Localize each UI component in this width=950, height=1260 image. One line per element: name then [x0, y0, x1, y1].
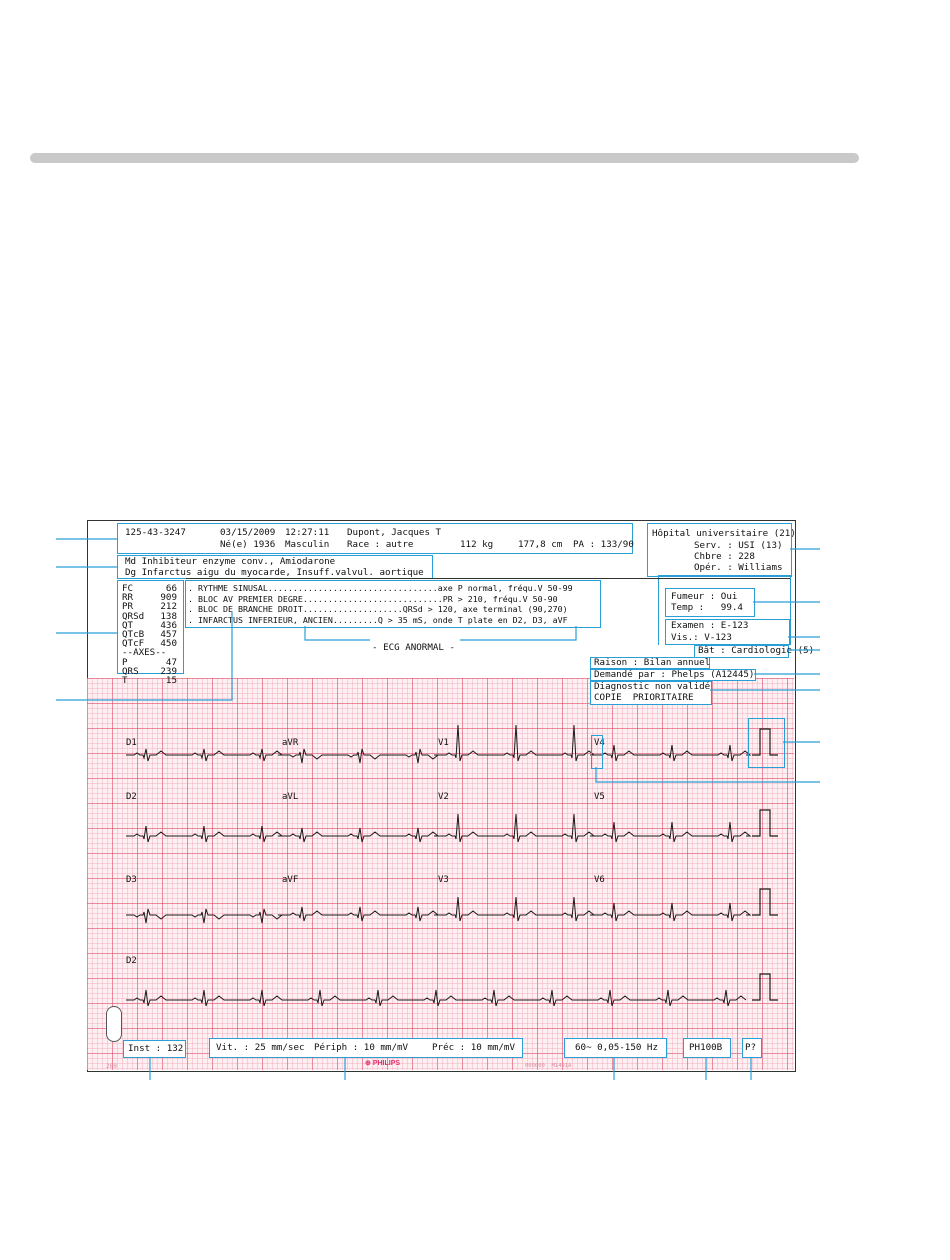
interpretation-line: . RYTHME SINUSAL..................................axe P normal, fréqu.V 50-99 [188, 583, 573, 593]
exam-time: 12:27:11 [285, 527, 330, 538]
smoker-status: Fumeur : Oui [671, 591, 738, 602]
interpretation-line: . BLOC DE BRANCHE DROIT....................QRSd > 120, axe terminal (90,270) [188, 604, 568, 614]
settings-box [209, 1038, 523, 1058]
code-box [742, 1038, 762, 1058]
lead-label: V3 [438, 875, 449, 885]
punch-hole [106, 1006, 122, 1042]
inst-box [123, 1040, 186, 1058]
callout-line [596, 767, 820, 782]
ecg-lead-trace [282, 907, 438, 921]
lead-separator-box [591, 735, 603, 769]
patient-name: Dupont, Jacques T [347, 527, 442, 538]
patient-sex: Masculin [285, 539, 330, 550]
measure-label: PR [122, 601, 134, 613]
patient-born: Né(e) 1936 [220, 539, 276, 550]
measure-value: 436 [160, 619, 177, 631]
instrument: Inst : 132 [128, 1043, 184, 1054]
axis-value: 47 [165, 656, 177, 668]
lead-label: V2 [438, 792, 449, 802]
measure-label: QT [122, 619, 134, 631]
ecg-lead-trace [594, 903, 750, 921]
medication-line: Md Inhibiteur enzyme conv., Amiodarone [125, 556, 336, 567]
measure-label: RR [122, 592, 134, 604]
axis-value: 239 [160, 665, 177, 677]
exam-date: 03/15/2009 [220, 527, 276, 538]
code: P? [745, 1042, 757, 1053]
measure-label: QRSd [122, 610, 145, 622]
lead-label: V1 [438, 738, 449, 748]
measure-value: 212 [160, 601, 177, 613]
lead-label: aVF [282, 875, 299, 885]
lead-label: aVR [282, 738, 299, 748]
filter-box [564, 1038, 667, 1058]
calibration-box [748, 718, 785, 768]
patient-height: 177,8 cm [518, 539, 563, 550]
measure-value: 909 [160, 592, 177, 604]
measure-label: QTcF [122, 638, 145, 650]
measure-value: 450 [160, 638, 177, 650]
ecg-lead-trace [126, 990, 746, 1006]
speed: Vit. : 25 mm/sec [216, 1042, 305, 1053]
ecg-statement: - ECG ANORMAL - [372, 642, 455, 653]
copy-priority: COPIE PRIORITAIRE [594, 692, 694, 703]
philips-shield-icon: ⊕ [365, 1060, 371, 1067]
patient-id: 125-43-3247 [125, 527, 186, 538]
measure-value: 66 [165, 583, 177, 594]
filter: 60~ 0,05-150 Hz [575, 1042, 658, 1053]
visit-number: Vis.: V-123 [671, 632, 732, 643]
lead-label: D1 [126, 738, 137, 748]
lead-label: V5 [594, 792, 605, 802]
patient-weight: 112 kg [460, 539, 494, 550]
page-number: 200 [106, 1063, 117, 1070]
requested-by: Demandé par : Phelps (A12445) [594, 669, 755, 680]
ecg-lead-trace [594, 822, 750, 842]
device-box [683, 1038, 731, 1058]
axis-label: P [122, 656, 128, 668]
ecg-lead-trace [126, 749, 282, 761]
ecg-lead-trace [594, 745, 750, 761]
diagnostic-status: Diagnostic non validé [594, 681, 711, 692]
lead-label: aVL [282, 792, 299, 802]
brand-name: PHILIPS [372, 1060, 401, 1067]
peripheral-gain: Périph : 10 mm/mV [314, 1042, 409, 1053]
lead-label: V6 [594, 875, 605, 885]
ecg-lead-trace [126, 826, 282, 842]
exam-number: Examen : E-123 [671, 620, 749, 631]
serial: 000000 M1491A [525, 1063, 572, 1069]
hospital-service: Serv. : USI (13) [694, 540, 783, 551]
axes-title: --AXES-- [122, 647, 167, 659]
measure-value: 138 [160, 610, 177, 622]
interpretation-line: . BLOC AV PREMIER DEGRE............................PR > 210, fréqu.V 50-90 [188, 593, 558, 604]
axis-value: 15 [165, 675, 177, 686]
ecg-lead-trace [438, 897, 594, 921]
reason: Raison : Bilan annuel [594, 657, 711, 668]
measure-label: FC [122, 583, 134, 594]
hospital-operator: Opér. : Williams [694, 562, 783, 573]
calibration-pulse [752, 810, 778, 836]
ecg-lead-trace [438, 814, 594, 842]
diagnosis-line: Dg Infarctus aigu du myocarde, Insuff.valvul. aortique [125, 567, 424, 578]
hospital-room: Chbre : 228 [694, 551, 755, 562]
statement-bracket [305, 626, 576, 640]
lead-label: D2 [126, 956, 137, 966]
hospital-name: Hôpital universitaire (21) [652, 528, 796, 539]
measure-value: 457 [160, 629, 177, 640]
precordial-gain: Préc : 10 mm/mV [432, 1042, 515, 1053]
patient-race: Race : autre [347, 539, 414, 550]
lead-label: D2 [126, 792, 137, 802]
callout-line [56, 612, 232, 700]
lead-label: V4 [594, 738, 605, 748]
axis-label: T [122, 675, 128, 686]
ecg-lead-trace [438, 725, 594, 761]
ecg-lead-trace [282, 749, 438, 763]
calibration-pulse [752, 889, 778, 915]
ecg-lead-trace [282, 828, 438, 842]
temperature: Temp : 99.4 [671, 602, 743, 613]
building: Bât : Cardiologie (5) [698, 645, 815, 656]
calibration-pulse [752, 974, 778, 1000]
philips-logo [365, 1059, 400, 1067]
lead-label: D3 [126, 875, 137, 885]
interpretation-line: . INFARCTUS INFERIEUR, ANCIEN.........Q > 35 mS, onde T plate en D2, D3, aVF [188, 614, 568, 625]
device: PH100B [689, 1042, 723, 1053]
axis-label: QRS [122, 665, 139, 677]
patient-bp: PA : 133/90 [573, 539, 634, 550]
ecg-lead-trace [126, 909, 282, 923]
measure-label: QTcB [122, 629, 145, 640]
